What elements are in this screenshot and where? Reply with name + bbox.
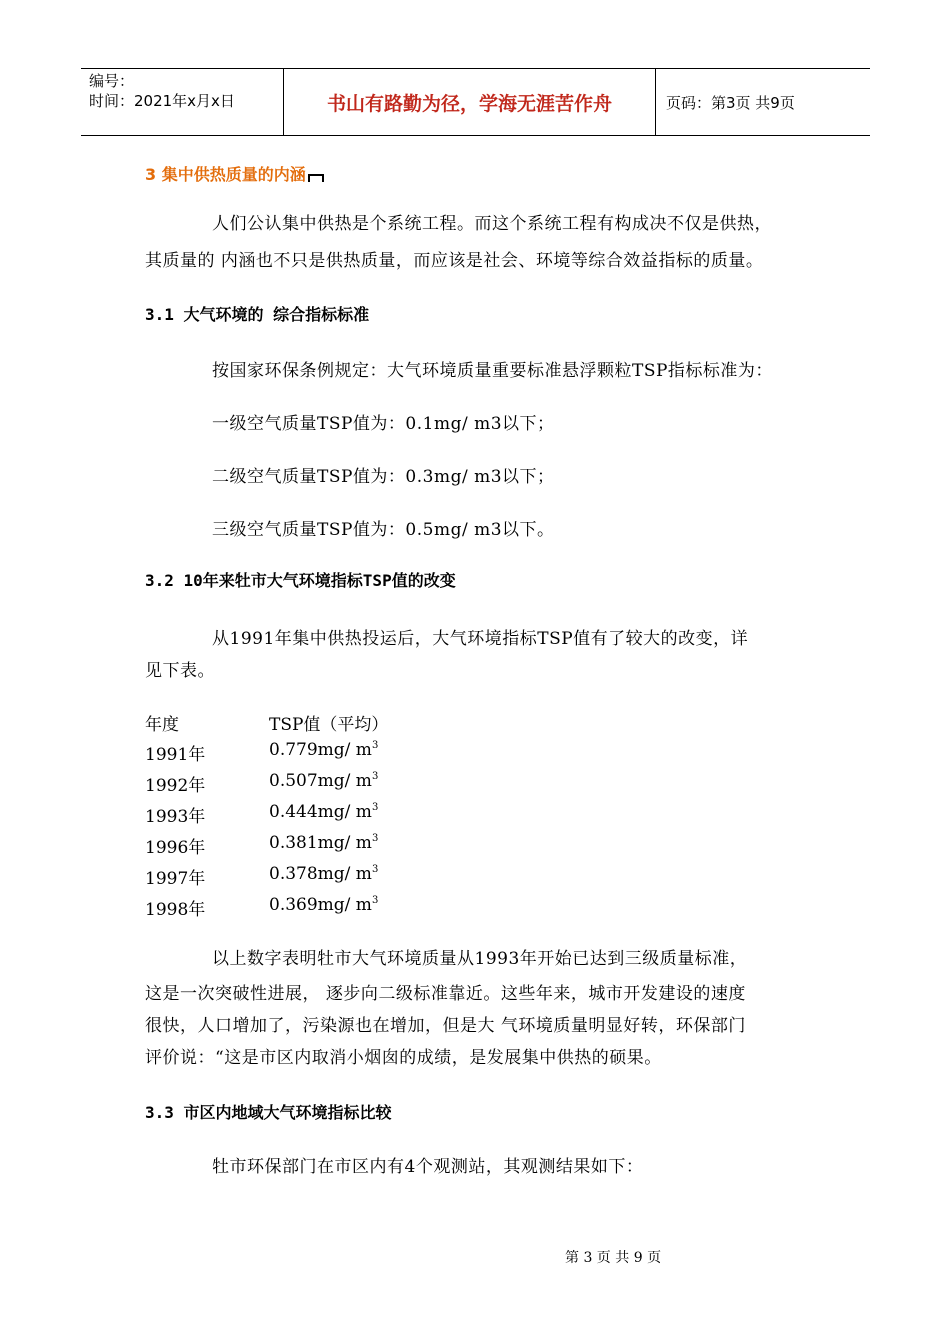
table-value-unit: mg/ m: [317, 864, 372, 884]
table-value-cell: [269, 802, 378, 822]
table-year-cell: 1992年: [145, 776, 206, 796]
table-value-number: 0.381: [269, 833, 318, 853]
section-3-title: [145, 162, 324, 185]
section-3-1-title: 3.1 大气环境的 综合指标标准: [145, 305, 370, 324]
table-value-number: 0.779: [269, 740, 318, 760]
section-3-2-para2-line-4: 评价说：“这是市区内取消小烟囱的成绩，是发展集中供热的硕果。: [145, 1048, 662, 1068]
section-3-para-line-2: 其质量的 内涵也不只是供热质量，而应该是社会、环境等综合效益指标的质量。: [145, 251, 764, 271]
table-header-year: 年度: [145, 715, 179, 735]
table-year-cell: 1993年: [145, 807, 206, 827]
table-value-exponent: 3: [371, 833, 379, 844]
header-time-label: 时间：2021年x月x日: [89, 92, 235, 110]
section-3-2-para-line-2: 见下表。: [145, 661, 215, 681]
section-3-1-line-1: 按国家环保条例规定：大气环境质量重要标准悬浮颗粒TSP指标标准为：: [212, 361, 773, 381]
table-value-cell: [269, 895, 378, 915]
header-motto: 书山有路勤为径，学海无涯苦作舟: [284, 69, 656, 135]
table-year-cell: 1991年: [145, 745, 206, 765]
table-value-number: 0.378: [269, 864, 318, 884]
table-value-unit: mg/ m: [317, 802, 372, 822]
page-header: [81, 68, 870, 136]
anchor-mark-icon: [308, 174, 324, 182]
table-value-number: 0.507: [269, 771, 318, 791]
header-page-info: 页码：第3页 共9页: [666, 93, 795, 112]
table-value-cell: [269, 740, 378, 760]
table-value-number: 0.369: [269, 895, 318, 915]
section-3-para-line-1: 人们公认集中供热是个系统工程。而这个系统工程有构成决不仅是供热，: [212, 214, 772, 234]
table-value-unit: mg/ m: [317, 895, 372, 915]
table-value-exponent: 3: [371, 802, 379, 813]
header-left-cell: [81, 69, 284, 135]
section-3-3-para: 牡市环保部门在市区内有4个观测站，其观测结果如下：: [212, 1157, 644, 1177]
section-3-3-title: 3.3 市区内地域大气环境指标比较: [145, 1103, 392, 1122]
table-value-exponent: 3: [371, 740, 379, 751]
section-3-2-para2-line-1: 以上数字表明牡市大气环境质量从1993年开始已达到三级质量标准，: [212, 949, 748, 969]
table-value-exponent: 3: [371, 895, 379, 906]
table-value-cell: [269, 864, 378, 884]
table-year-cell: 1997年: [145, 869, 206, 889]
table-value-cell: [269, 833, 378, 853]
section-3-1-line-3: 二级空气质量TSP值为：0.3mg/ m3以下；: [212, 467, 555, 487]
section-3-2-para2-line-2: 这是一次突破性进展， 逐步向二级标准靠近。这些年来，城市开发建设的速度: [145, 984, 746, 1004]
table-year-cell: 1998年: [145, 900, 206, 920]
table-value-unit: mg/ m: [317, 771, 372, 791]
section-3-2-para2-line-3: 很快，人口增加了，污染源也在增加，但是大 气环境质量明显好转，环保部门: [145, 1016, 746, 1036]
table-value-unit: mg/ m: [317, 833, 372, 853]
table-header-tsp: TSP值（平均）: [269, 715, 389, 735]
section-3-1-line-2: 一级空气质量TSP值为：0.1mg/ m3以下；: [212, 414, 555, 434]
section-3-2-para-line-1: 从1991年集中供热投运后，大气环境指标TSP值有了较大的改变，详: [212, 629, 749, 649]
table-value-exponent: 3: [371, 771, 379, 782]
table-value-unit: mg/ m: [317, 740, 372, 760]
section-3-1-line-4: 三级空气质量TSP值为：0.5mg/ m3以下。: [212, 520, 555, 540]
table-value-exponent: 3: [371, 864, 379, 875]
table-year-cell: 1996年: [145, 838, 206, 858]
header-number-label: 编号：: [89, 72, 135, 90]
table-value-number: 0.444: [269, 802, 318, 822]
section-3-title-text: 3 集中供热质量的内涵: [145, 165, 306, 184]
section-3-2-title: 3.2 10年来牡市大气环境指标TSP值的改变: [145, 571, 456, 590]
table-value-cell: [269, 771, 378, 791]
page-footer: 第 3 页 共 9 页: [565, 1250, 662, 1266]
